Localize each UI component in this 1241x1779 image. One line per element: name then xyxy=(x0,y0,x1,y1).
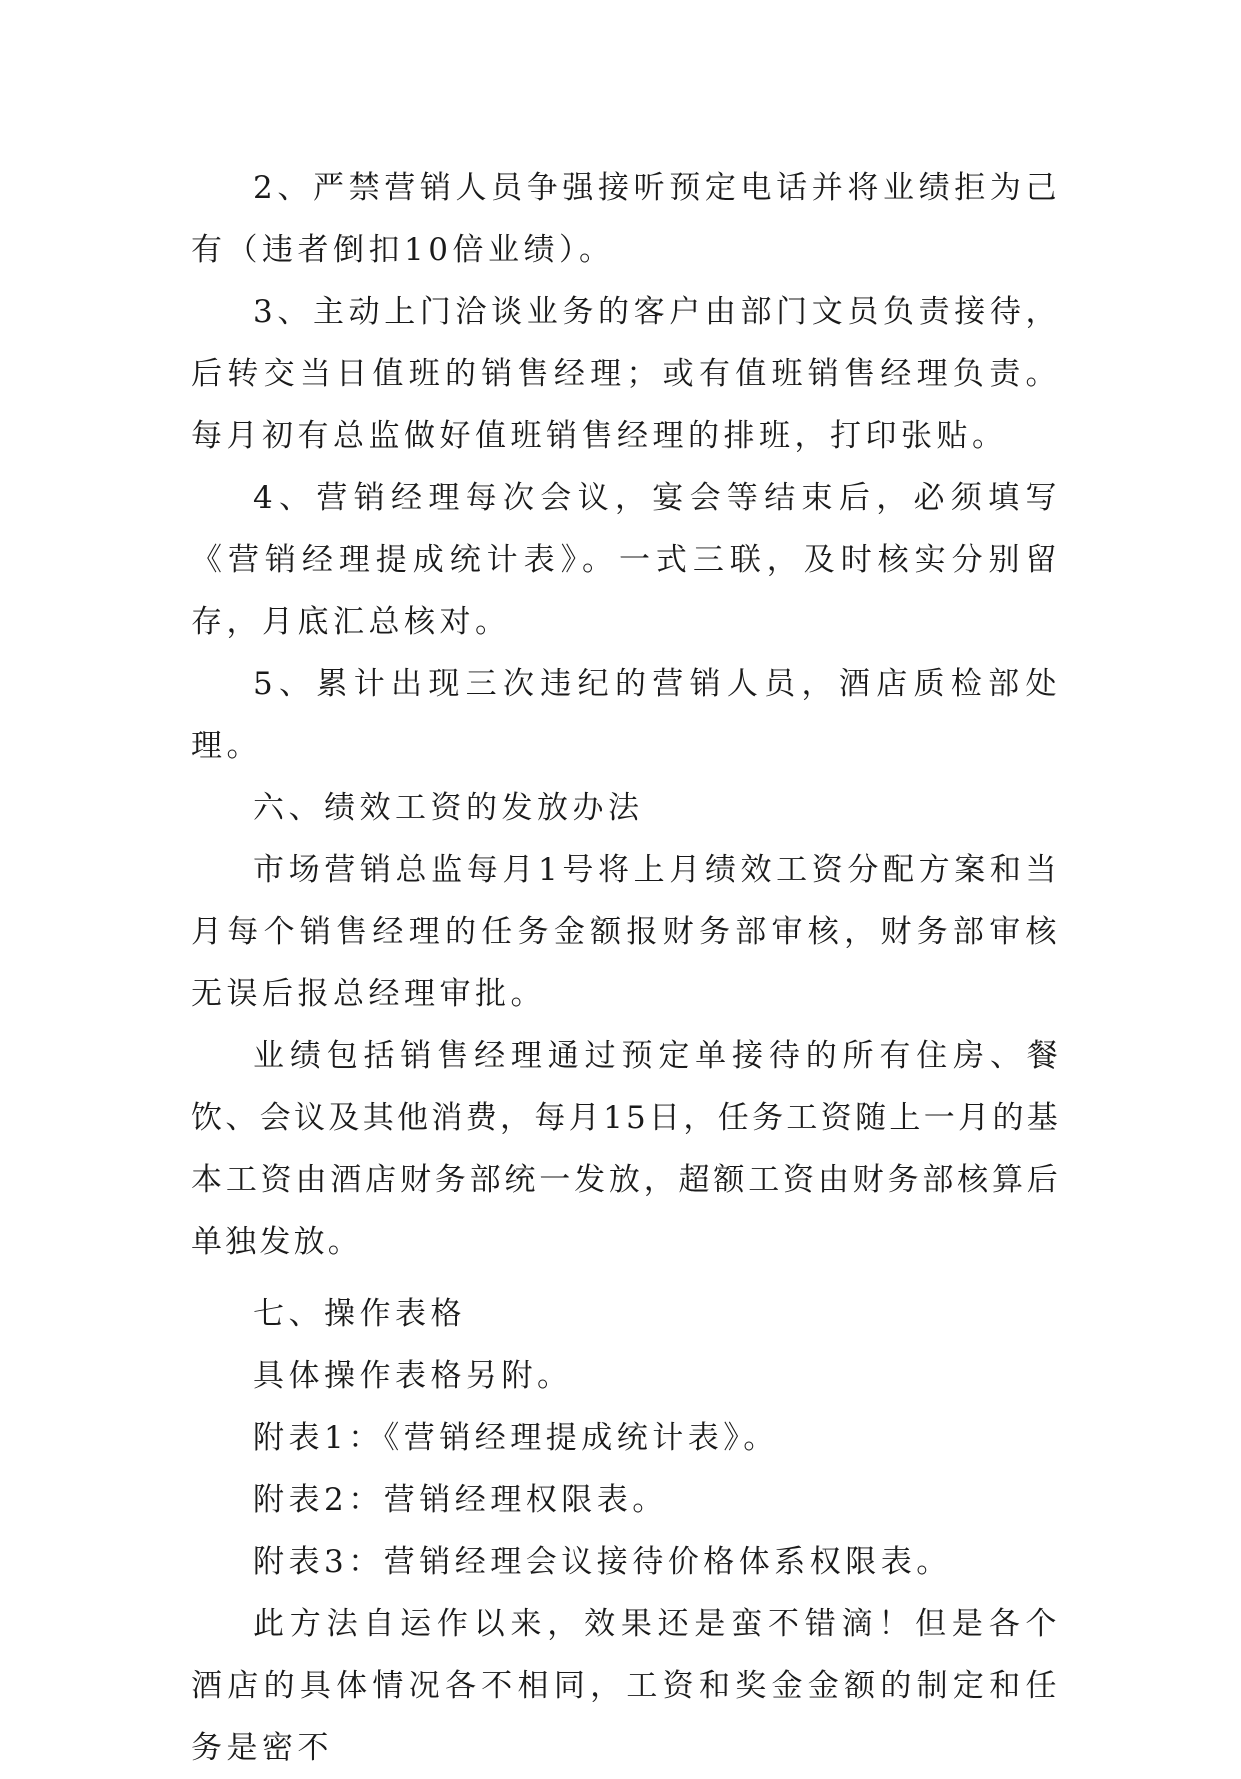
paragraph-rule-3: 3、主动上门洽谈业务的客户由部门文员负责接待，后转交当日值班的销售经理；或有值班销售经理负责。每月初有总监做好值班销售经理的排班，打印张贴。 xyxy=(191,294,1061,454)
document-body xyxy=(191,157,1061,1779)
attachment-3: 附表3：营销经理会议接待价格体系权限表。 xyxy=(253,1544,952,1580)
section-heading-7: 七、操作表格 xyxy=(253,1296,466,1332)
paragraph-rule-2: 2、严禁营销人员争强接听预定电话并将业绩拒为己有（违者倒扣10倍业绩）。 xyxy=(191,170,1061,268)
paragraph-performance-scope: 业绩包括销售经理通过预定单接待的所有住房、餐饮、会议及其他消费，每月15日，任务工资随上一月的基本工资由酒店财务部统一发放，超额工资由财务部核算后单独发放。 xyxy=(191,1038,1061,1260)
attachment-1: 附表1：《营销经理提成统计表》。 xyxy=(253,1420,779,1456)
paragraph-rule-5: 5、累计出现三次违纪的营销人员，酒店质检部处理。 xyxy=(191,666,1061,764)
paragraph-rule-4: 4、营销经理每次会议，宴会等结束后，必须填写《营销经理提成统计表》。一式三联，及时核实分别留存，月底汇总核对。 xyxy=(191,480,1061,640)
paragraph-payment-procedure: 市场营销总监每月1号将上月绩效工资分配方案和当月每个销售经理的任务金额报财务部审核，财务部审核无误后报总经理审批。 xyxy=(191,852,1061,1012)
section-heading-6: 六、绩效工资的发放办法 xyxy=(253,790,644,826)
paragraph-closing: 此方法自运作以来，效果还是蛮不错滴！但是各个酒店的具体情况各不相同，工资和奖金金额的制定和任务是密不 xyxy=(191,1606,1061,1766)
paragraph-spacer xyxy=(191,1273,1061,1283)
paragraph-forms-note: 具体操作表格另附。 xyxy=(253,1358,573,1394)
attachment-2: 附表2：营销经理权限表。 xyxy=(253,1482,668,1518)
